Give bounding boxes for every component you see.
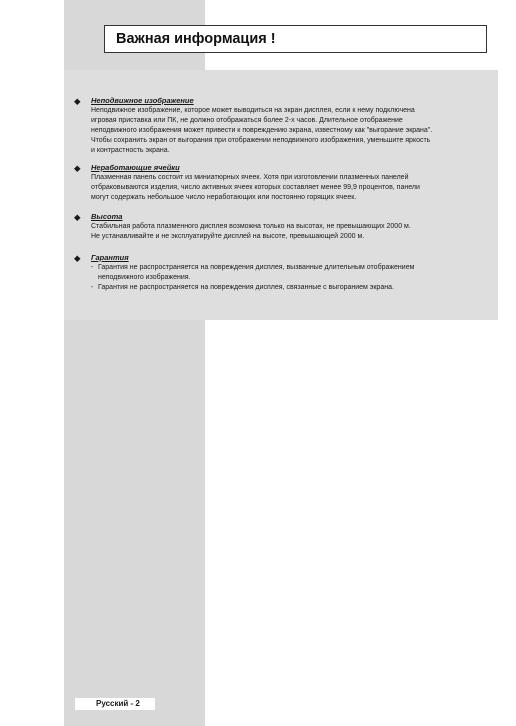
warranty-item — [91, 263, 491, 273]
body-line: отбраковываются изделия, число активных ячеек которых составляет менее 99,9 процентов, панели — [91, 184, 420, 191]
body-line: Чтобы сохранить экран от выгорания при отображении неподвижного изображения, уменьшите яркость — [91, 137, 431, 144]
body-line: Не устанавливайте и не эксплуатируйте дисплей на высоте, превышающей 2000 м. — [91, 233, 365, 240]
section-body — [91, 173, 491, 203]
warranty-item-continuation: неподвижного изображения. — [98, 274, 191, 281]
dash-marker: - — [91, 284, 94, 291]
diamond-bullet-icon: ◆ — [74, 163, 81, 173]
diamond-bullet-icon: ◆ — [74, 212, 81, 222]
body-line: и контрастность экрана. — [91, 147, 170, 154]
section-heading: Высота — [91, 212, 123, 221]
diamond-bullet-icon: ◆ — [74, 253, 81, 263]
page-title-box — [104, 25, 487, 53]
section-heading: Неподвижное изображение — [91, 96, 194, 105]
body-line: Стабильная работа плазменного дисплея возможна только на высотах, не превышающих 2000 м. — [91, 223, 411, 230]
section-body — [91, 222, 491, 242]
body-line: неподвижного изображения может привести к повреждению экрана, известному как "выгорание экрана". — [91, 127, 433, 134]
section-body — [91, 263, 491, 293]
diamond-bullet-icon: ◆ — [74, 96, 81, 106]
body-line: Плазменная панель состоит из миниатюрных ячеек. Хотя при изготовлении плазменных панелей — [91, 174, 409, 181]
section-heading: Неработающие ячейки — [91, 163, 180, 172]
section-body — [91, 106, 491, 156]
body-line: игровая приставка или ПК, не должно отображаться более 2-х часов. Длительное отображение — [91, 117, 403, 124]
body-line: могут содержать небольшое число неработающих или постоянно горящих ячеек. — [91, 194, 357, 201]
warranty-item — [91, 283, 491, 293]
section-heading: Гарантия — [91, 253, 129, 262]
warranty-item-text: Гарантия не распространяется на повреждения дисплея, вызванные длительным отображением — [98, 264, 415, 271]
dash-marker: - — [91, 264, 94, 271]
page-number: Русский - 2 — [96, 699, 140, 708]
page-footer-box — [75, 698, 155, 710]
body-line: Неподвижное изображение, которое может выводиться на экран дисплея, если к нему подключена — [91, 107, 415, 114]
page-title: Важная информация ! — [116, 31, 276, 47]
warranty-item-text: Гарантия не распространяется на повреждения дисплея, связанные с выгоранием экрана. — [98, 284, 394, 291]
